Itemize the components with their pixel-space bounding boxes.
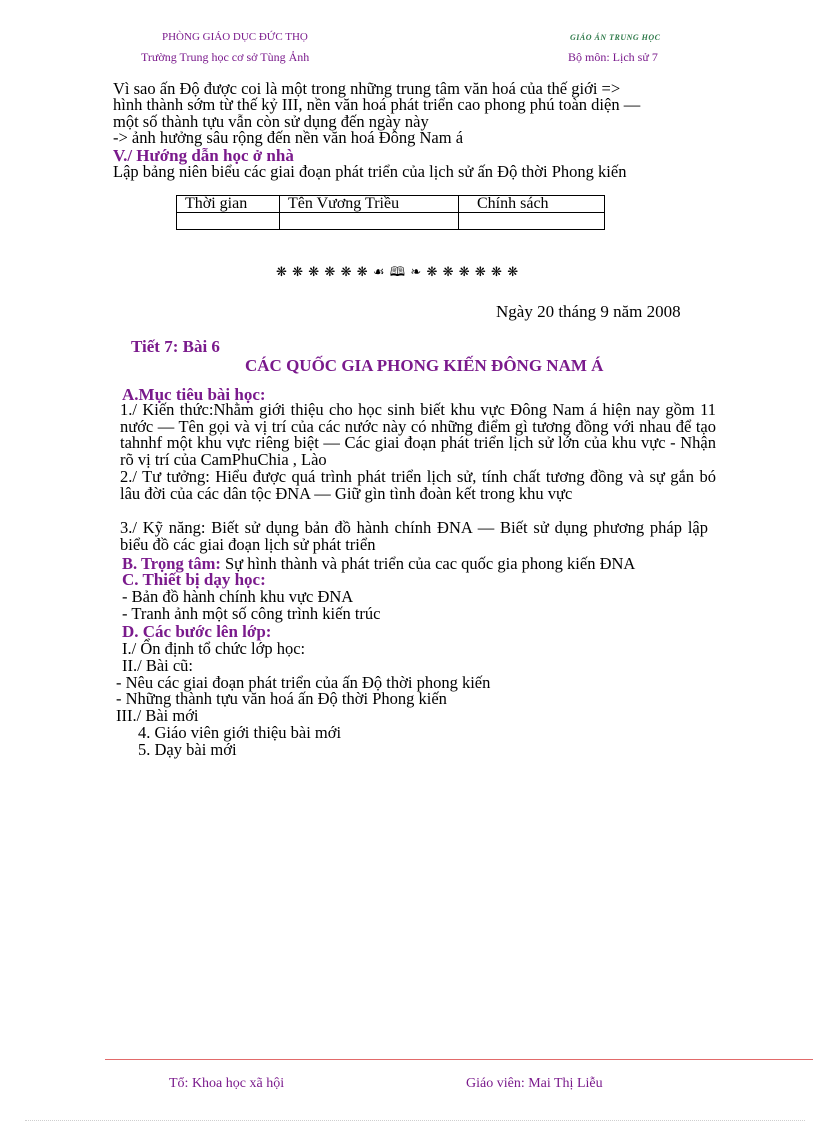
table-header-policy: Chính sách [459,196,605,213]
step-2a: - Nêu các giai đoạn phát triển của ấn Độ thời phong kiến [116,673,491,692]
intro-line-1: Vì sao ấn Độ được coi là một trong những trung tâm văn hoá của thế giới => [113,79,621,98]
table-cell [280,213,459,230]
plan-title: GIÁO ÁN TRUNG HỌC [570,33,661,42]
objective-skills: 3./ Kỹ năng: Biết sử dụng bản đồ hành chính ĐNA — Biết sử dụng phương pháp lập biểu đồ các giai đoạn lịch sử phát triển [120,518,708,554]
objective-knowledge: 1./ Kiến thức:Nhằm giới thiệu cho học sinh biết khu vực Đông Nam á hiện nay gồm 11 nước — Tên gọi và vị trí của các nước này có những điểm gì tương đồng với nhau để tạo tahnhf một khu vực riêng biệt — Các giai đoạn phát triển lịch sử lớn của khu vực - Nhận rõ vị trí của CamPhuChia , Lào [120,400,716,469]
objectives-heading: A.Mục tiêu bài học: [122,385,266,404]
department-name: PHÒNG GIÁO DỤC ĐỨC THỌ [162,31,308,43]
date-line: Ngày 20 tháng 9 năm 2008 [496,302,681,321]
footer-teacher: Giáo viên: Mai Thị Liễu [466,1076,603,1091]
lesson-number: Tiết 7: Bài 6 [131,337,220,356]
timeline-table [176,195,605,230]
homework-heading: V./ Hướng dẫn học ở nhà [113,146,294,165]
equipment-heading: C. Thiết bị dạy học: [122,570,266,589]
school-name: Trường Trung học cơ sở Tùng Ảnh [141,50,310,64]
focus-text: Sự hình thành và phát triển của cac quốc gia phong kiến ĐNA [220,554,636,573]
step-2: II./ Bài cũ: [122,656,194,675]
table-header-time: Thời gian [177,196,280,213]
homework-text: Lập bảng niên biểu các giai đoạn phát triển của lịch sử ấn Độ thời Phong kiến [113,162,627,181]
subject-label: Bộ môn: Lịch sử 7 [568,50,658,64]
table-cell [459,213,605,230]
equipment-item-2: - Tranh ảnh một số công trình kiến trúc [122,604,381,623]
step-1: I./ Ổn định tổ chức lớp học: [122,639,306,658]
ornament-divider: ❋ ❋ ❋ ❋ ❋ ❋ ☙ 🕮 ❧ ❋ ❋ ❋ ❋ ❋ ❋ [276,264,520,279]
footer-group: Tổ: Khoa học xã hội [169,1076,285,1091]
objective-ideology: 2./ Tư tưởng: Hiểu được quá trình phát triển lịch sử, tính chất tương đồng và sự gắn bó lâu đời của các dân tộc ĐNA — Giữ gìn tình đoàn kết trong khu vực [120,467,716,503]
step-2b: - Những thành tựu văn hoá ấn Độ thời Phong kiến [116,689,447,708]
focus-heading: B. Trọng tâm: [122,554,221,573]
page-bottom-border [25,1120,805,1121]
step-4: 4. Giáo viên giới thiệu bài mới [138,723,342,742]
lesson-title: CÁC QUỐC GIA PHONG KIẾN ĐÔNG NAM Á [245,356,604,375]
footer-divider [105,1059,813,1060]
intro-line-3: một số thành tựu vẫn còn sử dụng đến ngày này [113,112,429,131]
table-header-dynasty: Tên Vương Triều [280,196,459,213]
equipment-item-1: - Bản đồ hành chính khu vực ĐNA [122,587,354,606]
steps-heading: D. Các bước lên lớp: [122,622,272,641]
step-5: 5. Dạy bài mới [138,740,237,759]
table-cell [177,213,280,230]
intro-line-2: hình thành sớm từ thế kỷ III, nền văn hoá phát triển cao phong phú toàn diện — [113,95,641,114]
step-3: III./ Bài mới [116,706,199,725]
intro-line-4: -> ảnh hưởng sâu rộng đến nền văn hoá Đông Nam á [113,128,464,147]
